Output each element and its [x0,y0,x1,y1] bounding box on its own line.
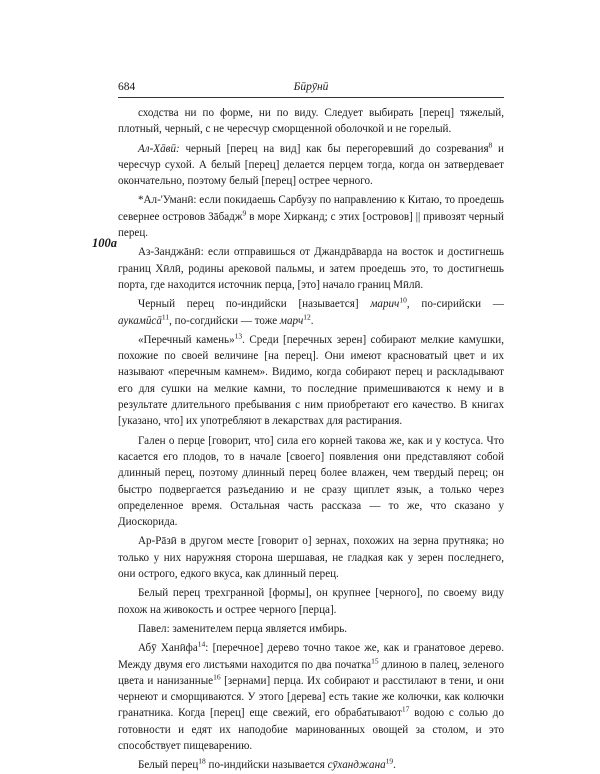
paragraph [118,533,504,582]
text-run: Абӯ Ханӣфа [138,642,198,655]
footnote-ref: 9 [242,208,247,218]
folio-margin-note: 100а [92,236,117,250]
text-run: сходства ни по форме, ни по виду. Следует выбирать [перец] тяжелый, плотный, черный, с не чересчур сморщенной оболочкой и не горелый. [118,107,504,136]
paragraph [118,621,504,637]
text-run: Белый перец трехгранной [формы], он крупнее [черного], по своему виду похож на живокость и острее черного [перца]. [118,587,504,616]
footnote-ref: 15 [371,655,379,665]
footnote-ref: 16 [213,672,221,682]
text-run: «Перечный камень» [138,333,235,346]
footnote-ref: 18 [198,756,206,766]
footnote-ref: 12 [303,311,311,321]
italic-term: Ал-Хāвӣ: [138,142,180,155]
text-run: в море Хирканд; с этих [островов] || привозят черный перец. [118,210,504,240]
body-text [118,105,504,774]
paragraph [118,244,504,293]
italic-term: марич [370,298,400,311]
footnote-ref: 17 [401,704,410,714]
running-title: Бӣрӯнӣ [293,81,329,93]
paragraph [118,296,504,329]
text-run: , по-согдийски — тоже [169,314,280,327]
text-run: Гален о перце [говорит, что] сила его корней такова же, как и у костуса. Что касается его плодов, то в начале [своего] появления они представляют собой длинный перец, поэтому длинный перец более влажен, чем твердый перец; он быстро подвергается разъеданию и не сразу щиплет язык, а только через определенное время. Остальная часть рассказа — то же, что сказано у Диоскорида. [118,434,504,529]
footnote-ref: 13 [234,331,243,341]
text-run: . [310,314,314,327]
footnote-ref: 19 [385,756,394,766]
paragraph [118,640,504,754]
text-run: Аз-Занджāнӣ: если отправишься от Джандрāварда на восток и достигнешь границ Хӣлӣ, родины арековой пальмы, и затем проедешь это, то достигнешь порта, где находится источник перца, [это] начало границ Мӣлӣ. [118,246,504,291]
paragraph [118,757,504,773]
italic-term: сӯханджана [327,759,386,772]
page-number: 684 [118,81,136,93]
italic-term: аукамӣсā [118,314,162,327]
text-run: водою с солью до готовности и едят их наподобие маринованных овощей за столом, и это способствует пищеварению. [118,707,504,752]
text-run: . Среди [перечных зерен] собирают мелкие камушки, похожие по своей величине [на перец]. Они имеют красноватый цвет и их называют «перечным камнем». Видимо, когда собирают перец и раскладывают его для сушки на мелкие камни, то последние примешиваются к нему и в результате длительного пребывания с ним приобретают его качество. В книгах [указано, что] их употребляют в лекарствах для растирания. [118,333,504,428]
text-run: . [393,759,396,772]
text-run: [зернами] перца. Их собирают и расстилают в тени, и они чернеют и сморщиваются. У этого [дерева] есть такие же колючки, как колючки гранатника. Когда [перец] еще свежий, его обрабатывают [118,674,505,720]
text-run: *Ал-'Уманӣ: если покидаешь Сарбузу по направлению к Китаю, то проедешь севернее островов Зāбадж [118,194,504,223]
text-run: Черный перец по-индийски [называется] [138,298,371,311]
text-run: длиною в палец, зеленого цвета и нанизанные [118,658,505,687]
text-run: по-индийски называется [205,759,328,772]
text-run: черный [перец на вид] как бы перегоревший до созревания [179,142,489,155]
text-run: : [перечное] дерево точно такое же, как и гранатовое дерево. Между двумя его листьями находится по два початка [118,642,504,671]
text-run: , по-сирийски — [406,298,504,311]
paragraph [118,585,504,618]
paragraph [118,433,504,531]
italic-term: марч [279,314,304,327]
text-run: Павел: заменителем перца является имбирь. [138,622,348,635]
paragraph [118,141,504,190]
footnote-ref: 8 [488,139,493,149]
text-run: Белый перец [138,759,199,772]
text-run: Ар-Рāзӣ в другом месте [говорит о] зернах, похожих на зерна прутняка; но только у них наружняя сторона шершавая, не гладкая как у зерен последнего, они острого, едкого вкуса, как длинный перец. [118,535,504,581]
paragraph [118,192,504,241]
paragraph [118,332,504,430]
footnote-ref: 10 [399,295,407,305]
footnote-ref: 11 [161,311,170,321]
paragraph [118,105,504,138]
header-rule [118,97,504,98]
text-run: и чересчур сухой. А белый [перец] делается перцем тогда, когда он затвердевает окончательно, поэтому белый [перец] острее черного. [118,142,504,188]
footnote-ref: 14 [197,639,206,649]
